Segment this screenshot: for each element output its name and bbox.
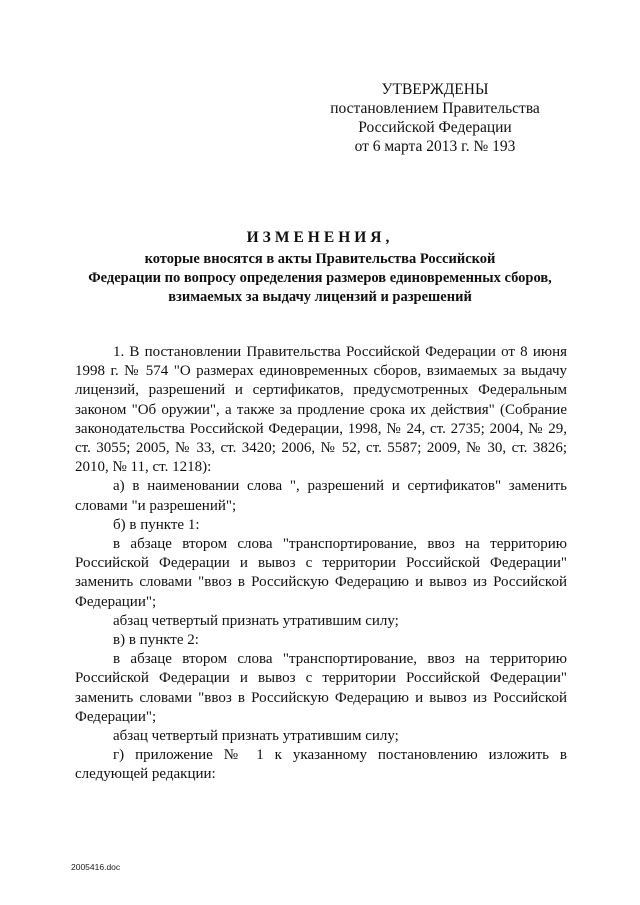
approval-line: постановлением Правительства <box>330 100 540 117</box>
paragraph: абзац четвертый признать утратившим силу; <box>113 612 399 629</box>
paragraph: абзац четвертый признать утратившим силу; <box>113 728 399 745</box>
approval-date: от 6 марта 2013 г. № 193 <box>354 138 516 155</box>
approval-stamp <box>330 80 540 156</box>
approval-heading: УТВЕРЖДЕНЫ <box>381 81 489 98</box>
subtitle-line: Федерации по вопросу определения размеров единовременных сборов, <box>88 270 552 286</box>
document-title: ИЗМЕНЕНИЯ, <box>246 229 394 246</box>
paragraph: в абзаце втором слова "транспортирование, ввоз на территорию Российской Федерации и вывоз с территории Российской Федерации" заменить словами "ввоз в Российскую Федерацию и вывоз из Российской Федерации"; <box>75 536 567 610</box>
paragraph: б) в пункте 1: <box>113 516 200 533</box>
paragraph: в) в пункте 2: <box>113 632 199 649</box>
document-subtitle <box>60 250 580 307</box>
paragraph: в абзаце втором слова "транспортирование, ввоз на территорию Российской Федерации и вывоз с территории Российской Федерации" заменить словами "ввоз в Российскую Федерацию и вывоз из Российской Федерации"; <box>75 651 567 725</box>
paragraph: а) в наименовании слова ", разрешений и сертификатов" заменить словами "и разрешений"; <box>75 478 567 514</box>
approval-line: Российской Федерации <box>358 119 512 136</box>
subtitle-line: которые вносятся в акты Правительства Российской <box>144 251 496 267</box>
paragraph: г) приложение № 1 к указанному постановлению изложить в следующей редакции: <box>75 747 567 783</box>
file-name-footer: 2005416.doc <box>71 862 121 872</box>
document-body <box>75 343 567 785</box>
subtitle-line: взимаемых за выдачу лицензий и разрешений <box>168 289 472 305</box>
paragraph: 1. В постановлении Правительства Российской Федерации от 8 июня 1998 г. № 574 "О размерах единовременных сборов, взимаемых за выдачу лицензий, разрешений и сертификатов, предусмотренных Федеральным законом "Об оружии", а также за продление срока их действия" (Собрание законодательства Российской Федерации, 1998, № 24, ст. 2735; 2004, № 29, ст. 3055; 2005, № 33, ст. 3420; 2006, № 52, ст. 5587; 2009, № 30, ст. 3826; 2010, № 11, ст. 1218): <box>75 344 567 476</box>
